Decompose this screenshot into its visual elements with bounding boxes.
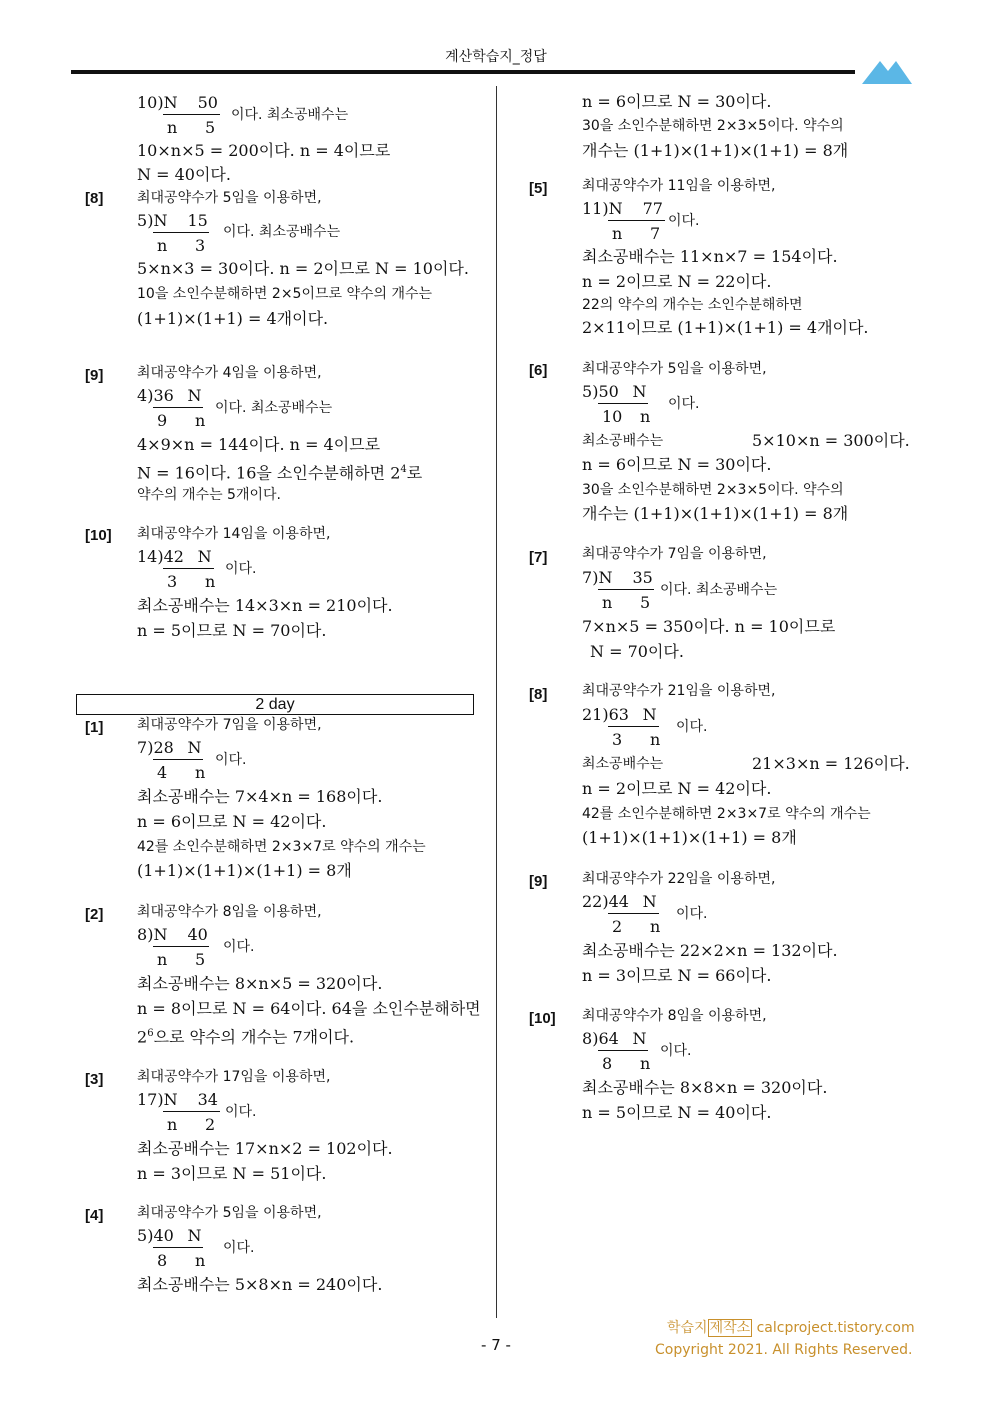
divisor: 5 [582,382,593,401]
quotient-row [582,730,660,750]
mountain-logo-icon [862,57,912,85]
quotient-a: n [167,118,178,137]
division-ladder [137,211,208,256]
answer-line: n = 5이므로 N = 40이다. [582,1103,772,1122]
quotient-a: n [612,224,623,243]
quotient-b: n [195,763,206,782]
answer-line: n = 3이므로 N = 51이다. [137,1164,327,1183]
answer-line: 최대공약수가 11임을 이용하면, [582,178,776,194]
answer-line: 2×11이므로 (1+1)×(1+1) = 4개이다. [582,318,869,337]
answer-line: 이다. [676,719,708,735]
column-divider [496,86,497,1318]
answer-line: 최대공약수가 5임을 이용하면, [582,361,767,377]
page-number: - 7 - [481,1336,511,1354]
quotient-a: n [167,1115,178,1134]
answer-line: 4×9×n = 144이다. n = 4이므로 [137,435,381,454]
dividend-b: N [187,386,202,405]
answer-line: 이다. [223,939,255,955]
quotient-a: 3 [612,730,623,749]
answer-line: 약수의 개수는 5개이다. [137,487,281,503]
answer-line: 이다. [215,752,247,768]
paren: ) [147,738,154,757]
division-ladder [582,1029,650,1074]
answer-line: 최대공약수가 5임을 이용하면, [137,190,322,206]
dividend-a: N [153,925,168,944]
paren: ) [147,386,154,405]
paren: ) [602,892,609,911]
quotient-a: 10 [602,407,623,426]
quotient-a: 9 [157,411,168,430]
quotient-row [137,411,205,431]
answer-line: n = 2이므로 N = 42이다. [582,779,772,798]
quotient-row [582,917,660,937]
division-ladder [137,925,208,970]
answer-line: 개수는 (1+1)×(1+1)×(1+1) = 8개 [582,141,849,160]
answer-line: 이다. [225,1104,257,1120]
dividend-b: N [187,1226,202,1245]
answer-line: 5×n×3 = 30이다. n = 2이므로 N = 10이다. [137,259,469,278]
answer-line: n = 6이므로 N = 30이다. [582,92,772,111]
dividend-a: N [153,211,168,230]
dividend-a: 42 [163,547,184,566]
answer-line: n = 6이므로 N = 42이다. [137,812,327,831]
answer-line: 30을 소인수분해하면 2×3×5이다. 약수의 [582,118,844,134]
answer-line: (1+1)×(1+1) = 4개이다. [137,309,329,328]
quotient-row [137,1251,205,1271]
page-header-title: 계산학습지_정답 [445,49,547,65]
answer-line: 최소공배수는 [582,756,664,772]
answer-line: 최대공약수가 7임을 이용하면, [582,546,767,562]
division-rule [598,589,654,590]
dividend-b: 77 [642,199,663,218]
quotient-a: 8 [157,1251,168,1270]
quotient-row [137,950,208,970]
problem-number: [10] [85,527,112,544]
answer-line: 이다. 최소공배수는 [660,582,778,598]
answer-line: 최소공배수는 7×4×n = 168이다. [137,787,383,806]
answer-line: $2^6$으로 약수의 개수는 7개이다. [137,1027,355,1047]
quotient-b: 3 [195,236,206,255]
answer-line: 최대공약수가 7임을 이용하면, [137,717,322,733]
answer-line: 최대공약수가 8임을 이용하면, [582,1008,767,1024]
dividend-b: N [187,738,202,757]
division-rule [153,946,209,947]
divisor: 8 [582,1029,593,1048]
quotient-row [582,224,663,244]
problem-number: [3] [85,1071,104,1088]
paren: ) [592,382,599,401]
division-ladder [582,892,660,937]
answer-line: n = 8이므로 N = 64이다. 64을 소인수분해하면 [137,999,481,1018]
division-ladder [137,386,205,431]
answer-line: 5×10×n = 300이다. [752,431,910,450]
quotient-b: 5 [205,118,216,137]
quotient-b: n [640,407,651,426]
quotient-b: n [205,572,216,591]
paren: ) [147,925,154,944]
quotient-a: 2 [612,917,623,936]
quotient-row [137,1115,218,1135]
division-rule [608,913,659,914]
paren: ) [602,705,609,724]
answer-line: n = 2이므로 N = 22이다. [582,272,772,291]
divisor: 5 [137,1226,148,1245]
dividend-b: N [632,1029,647,1048]
answer-line: 최대공약수가 21임을 이용하면, [582,683,776,699]
problem-number: [6] [529,362,548,379]
answer-line: (1+1)×(1+1)×(1+1) = 8개 [137,861,352,880]
dividend-b: N [642,892,657,911]
answer-line: n = 3이므로 N = 66이다. [582,966,772,985]
answer-line: 10을 소인수분해하면 2×5이므로 약수의 개수는 [137,286,433,302]
paren: ) [592,1029,599,1048]
quotient-a: 8 [602,1054,613,1073]
division-rule [153,1247,203,1248]
quotient-a: n [157,236,168,255]
division-ladder [137,93,218,138]
dividend-b: 40 [187,925,208,944]
answer-line: 최소공배수는 14×3×n = 210이다. [137,596,393,615]
answer-line: 이다. [668,396,700,412]
divisor: 17 [137,1090,158,1109]
dividend-b: 34 [197,1090,218,1109]
division-rule [608,726,659,727]
division-rule [153,759,203,760]
quotient-b: n [640,1054,651,1073]
answer-line: 22의 약수의 개수는 소인수분해하면 [582,297,803,313]
dividend-b: 35 [632,568,653,587]
division-rule [163,114,220,115]
division-ladder [137,738,205,783]
divisor: 21 [582,705,603,724]
problem-number: [4] [85,1207,104,1224]
answer-line: 이다. 최소공배수는 [231,107,349,123]
dividend-b: 50 [197,93,218,112]
problem-number: [8] [529,686,548,703]
quotient-b: n [650,730,661,749]
answer-line: 최대공약수가 22임을 이용하면, [582,871,776,887]
quotient-row [137,572,215,592]
answer-line: 이다. [660,1043,692,1059]
answer-line: 이다. [225,561,257,577]
problem-number: [8] [85,190,104,207]
dividend-a: N [163,93,178,112]
dividend-a: 40 [153,1226,174,1245]
division-ladder [137,547,215,592]
answer-line: 이다. 최소공배수는 [215,400,333,416]
answer-line: 최대공약수가 17임을 이용하면, [137,1069,331,1085]
problem-number: [1] [85,719,104,736]
answer-line: 42를 소인수분해하면 2×3×7로 약수의 개수는 [137,839,426,855]
quotient-a: 3 [167,572,178,591]
division-ladder [582,199,663,244]
dividend-a: N [608,199,623,218]
footer-url[interactable]: calcproject.tistory.com [756,1320,915,1336]
dividend-a: N [163,1090,178,1109]
dividend-a: 63 [608,705,629,724]
quotient-b: n [650,917,661,936]
dividend-b: N [197,547,212,566]
divisor: 7 [137,738,148,757]
answer-line: 최소공배수는 11×n×7 = 154이다. [582,247,838,266]
answer-line: 최소공배수는 17×n×2 = 102이다. [137,1139,393,1158]
answer-line: 최소공배수는 8×8×n = 320이다. [582,1078,828,1097]
quotient-a: 4 [157,763,168,782]
divisor: 5 [137,211,148,230]
answer-line: N = 16이다. 16을 소인수분해하면 $2^4$로 [137,463,423,483]
divisor: 14 [137,547,158,566]
answer-line: 10×n×5 = 200이다. n = 4이므로 [137,141,391,160]
answer-line: 이다. 최소공배수는 [223,224,341,240]
quotient-b: 5 [640,593,651,612]
division-ladder [582,705,660,750]
answer-line: (1+1)×(1+1)×(1+1) = 8개 [582,828,797,847]
problem-number: [2] [85,906,104,923]
quotient-row [582,407,650,427]
division-ladder [582,568,653,613]
quotient-b: 5 [195,950,206,969]
answer-line: n = 5이므로 N = 70이다. [137,621,327,640]
answer-line: 최대공약수가 8임을 이용하면, [137,904,322,920]
problem-number: [9] [529,873,548,890]
divisor: 7 [582,568,593,587]
quotient-row [137,118,218,138]
answer-line: N = 40이다. [137,165,231,184]
answer-line: 이다. [668,213,700,229]
answer-line: 최소공배수는 [582,433,664,449]
paren: ) [147,1226,154,1245]
answer-line: 7×n×5 = 350이다. n = 10이므로 [582,617,836,636]
dividend-a: 44 [608,892,629,911]
dividend-a: 28 [153,738,174,757]
answer-line: 최대공약수가 14임을 이용하면, [137,526,331,542]
problem-number: [10] [529,1010,556,1027]
divisor: 22 [582,892,603,911]
divisor: 8 [137,925,148,944]
answer-line: 이다. [676,906,708,922]
division-rule [598,1050,648,1051]
division-ladder [137,1090,218,1135]
quotient-b: 7 [650,224,661,243]
problem-number: [7] [529,549,548,566]
answer-line: 30을 소인수분해하면 2×3×5이다. 약수의 [582,482,844,498]
division-rule [153,407,203,408]
answer-line: 이다. [223,1240,255,1256]
divisor: 4 [137,386,148,405]
quotient-row [137,236,208,256]
dividend-a: 50 [598,382,619,401]
footer-copyright: Copyright 2021. All Rights Reserved. [655,1342,913,1358]
division-rule [598,403,648,404]
dividend-b: 15 [187,211,208,230]
quotient-row [582,1054,650,1074]
answer-line: N = 70이다. [590,642,684,661]
answer-line: 최대공약수가 4임을 이용하면, [137,365,322,381]
division-rule [163,568,214,569]
division-rule [608,220,665,221]
dividend-a: 64 [598,1029,619,1048]
division-rule [153,232,209,233]
quotient-a: n [157,950,168,969]
paren: ) [592,568,599,587]
answer-line: 최대공약수가 5임을 이용하면, [137,1205,322,1221]
answer-line: 42를 소인수분해하면 2×3×7로 약수의 개수는 [582,806,871,822]
divisor: 11 [582,199,603,218]
answer-line: 개수는 (1+1)×(1+1)×(1+1) = 8개 [582,504,849,523]
header-rule [71,70,855,74]
dividend-b: N [632,382,647,401]
answer-line: 21×3×n = 126이다. [752,754,910,773]
paren: ) [157,93,164,112]
dividend-b: N [642,705,657,724]
paren: ) [147,211,154,230]
quotient-b: n [195,1251,206,1270]
quotient-row [137,763,205,783]
paren: ) [602,199,609,218]
quotient-b: 2 [205,1115,216,1134]
quotient-row [582,593,653,613]
problem-number: [9] [85,367,104,384]
divisor: 10 [137,93,158,112]
footer-brand: 학습지 제작소 calcproject.tistory.com [667,1320,915,1336]
dividend-a: 36 [153,386,174,405]
answer-line: n = 6이므로 N = 30이다. [582,455,772,474]
division-ladder [137,1226,205,1271]
answer-line: 최소공배수는 5×8×n = 240이다. [137,1275,383,1294]
answer-line: 최소공배수는 8×n×5 = 320이다. [137,974,383,993]
answer-line: 최소공배수는 22×2×n = 132이다. [582,941,838,960]
division-ladder [582,382,650,427]
quotient-a: n [602,593,613,612]
dividend-a: N [598,568,613,587]
division-rule [163,1111,220,1112]
problem-number: [5] [529,180,548,197]
paren: ) [157,1090,164,1109]
paren: ) [157,547,164,566]
section-heading: 2 day [76,694,474,715]
quotient-b: n [195,411,206,430]
